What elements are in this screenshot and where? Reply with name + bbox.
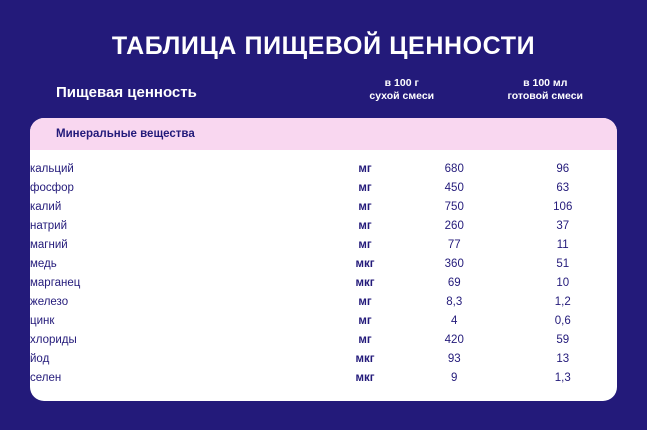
header-column-per-100ml-line1: в 100 мл	[523, 77, 568, 89]
table-row	[30, 178, 617, 197]
nutrient-value-per-100g: 9	[451, 371, 458, 384]
nutrient-value-per-100g: 450	[444, 181, 464, 194]
table-row	[30, 216, 617, 235]
header-column-per-100g	[330, 77, 474, 103]
section-title-minerals: Минеральные вещества	[30, 118, 617, 150]
nutrient-value-per-100ml: 63	[556, 181, 570, 194]
nutrient-unit: мкг	[355, 276, 375, 289]
nutrient-value-per-100g: 260	[444, 219, 464, 232]
nutrient-name: калий	[30, 200, 62, 213]
nutrient-value-per-100ml: 96	[556, 162, 570, 175]
nutrient-name: марганец	[30, 276, 81, 289]
header-label: Пищевая ценность	[56, 84, 197, 102]
nutrient-name: селен	[30, 371, 62, 384]
table-row	[30, 311, 617, 330]
nutrient-name: магний	[30, 238, 68, 251]
table-row	[30, 235, 617, 254]
nutrient-value-per-100g: 69	[447, 276, 461, 289]
nutrient-value-per-100g: 93	[447, 352, 461, 365]
nutrient-value-per-100g: 4	[451, 314, 458, 327]
table-row	[30, 254, 617, 273]
nutrient-value-per-100g: 8,3	[446, 295, 463, 308]
table-row	[30, 349, 617, 368]
nutrient-value-per-100ml: 10	[556, 276, 570, 289]
nutrient-unit: мг	[358, 295, 372, 308]
table-row	[30, 273, 617, 292]
nutrition-rows	[30, 150, 617, 399]
nutrient-unit: мкг	[355, 371, 375, 384]
nutrient-value-per-100ml: 59	[556, 333, 570, 346]
nutrient-unit: мг	[358, 162, 372, 175]
nutrient-value-per-100g: 750	[444, 200, 464, 213]
header-column-per-100g-line2: сухой смеси	[369, 90, 435, 103]
header-column-per-100ml	[474, 77, 618, 103]
nutrition-table	[30, 159, 617, 387]
nutrient-name: йод	[30, 352, 50, 365]
nutrient-value-per-100ml: 13	[556, 352, 570, 365]
nutrient-name: хлориды	[30, 333, 77, 346]
nutrient-name: медь	[30, 257, 57, 270]
nutrient-value-per-100ml: 37	[556, 219, 570, 232]
nutrient-name: цинк	[30, 314, 55, 327]
nutrient-value-per-100ml: 106	[553, 200, 573, 213]
table-header	[0, 61, 647, 103]
nutrient-unit: мг	[358, 181, 372, 194]
nutrient-unit: мг	[358, 200, 372, 213]
header-column-per-100ml-line2: готовой смеси	[507, 90, 583, 103]
table-row	[30, 159, 617, 178]
nutrient-unit: мкг	[355, 257, 375, 270]
nutrient-value-per-100g: 420	[444, 333, 464, 346]
card-bottom-padding	[30, 399, 617, 401]
nutrient-unit: мг	[358, 333, 372, 346]
nutrient-unit: мг	[358, 238, 372, 251]
nutrition-card	[30, 118, 617, 401]
table-row	[30, 292, 617, 311]
page-title: ТАБЛИЦА ПИЩЕВОЙ ЦЕННОСТИ	[111, 32, 536, 60]
header-column-per-100g-line1: в 100 г	[384, 77, 419, 89]
nutrient-value-per-100ml: 51	[556, 257, 570, 270]
nutrient-name: фосфор	[30, 181, 74, 194]
nutrient-value-per-100ml: 0,6	[554, 314, 571, 327]
nutrient-name: железо	[30, 295, 69, 308]
table-row	[30, 330, 617, 349]
nutrient-name: натрий	[30, 219, 68, 232]
nutrient-value-per-100g: 680	[444, 162, 464, 175]
nutrient-value-per-100ml: 1,2	[554, 295, 571, 308]
nutrient-value-per-100g: 77	[447, 238, 461, 251]
nutrient-value-per-100ml: 11	[556, 238, 569, 251]
nutrient-unit: мг	[358, 314, 372, 327]
nutrient-name: кальций	[30, 162, 74, 175]
table-row	[30, 197, 617, 216]
nutrient-unit: мг	[358, 219, 372, 232]
table-row	[30, 368, 617, 387]
nutrient-unit: мкг	[355, 352, 375, 365]
nutrient-value-per-100ml: 1,3	[554, 371, 571, 384]
nutrient-value-per-100g: 360	[444, 257, 464, 270]
